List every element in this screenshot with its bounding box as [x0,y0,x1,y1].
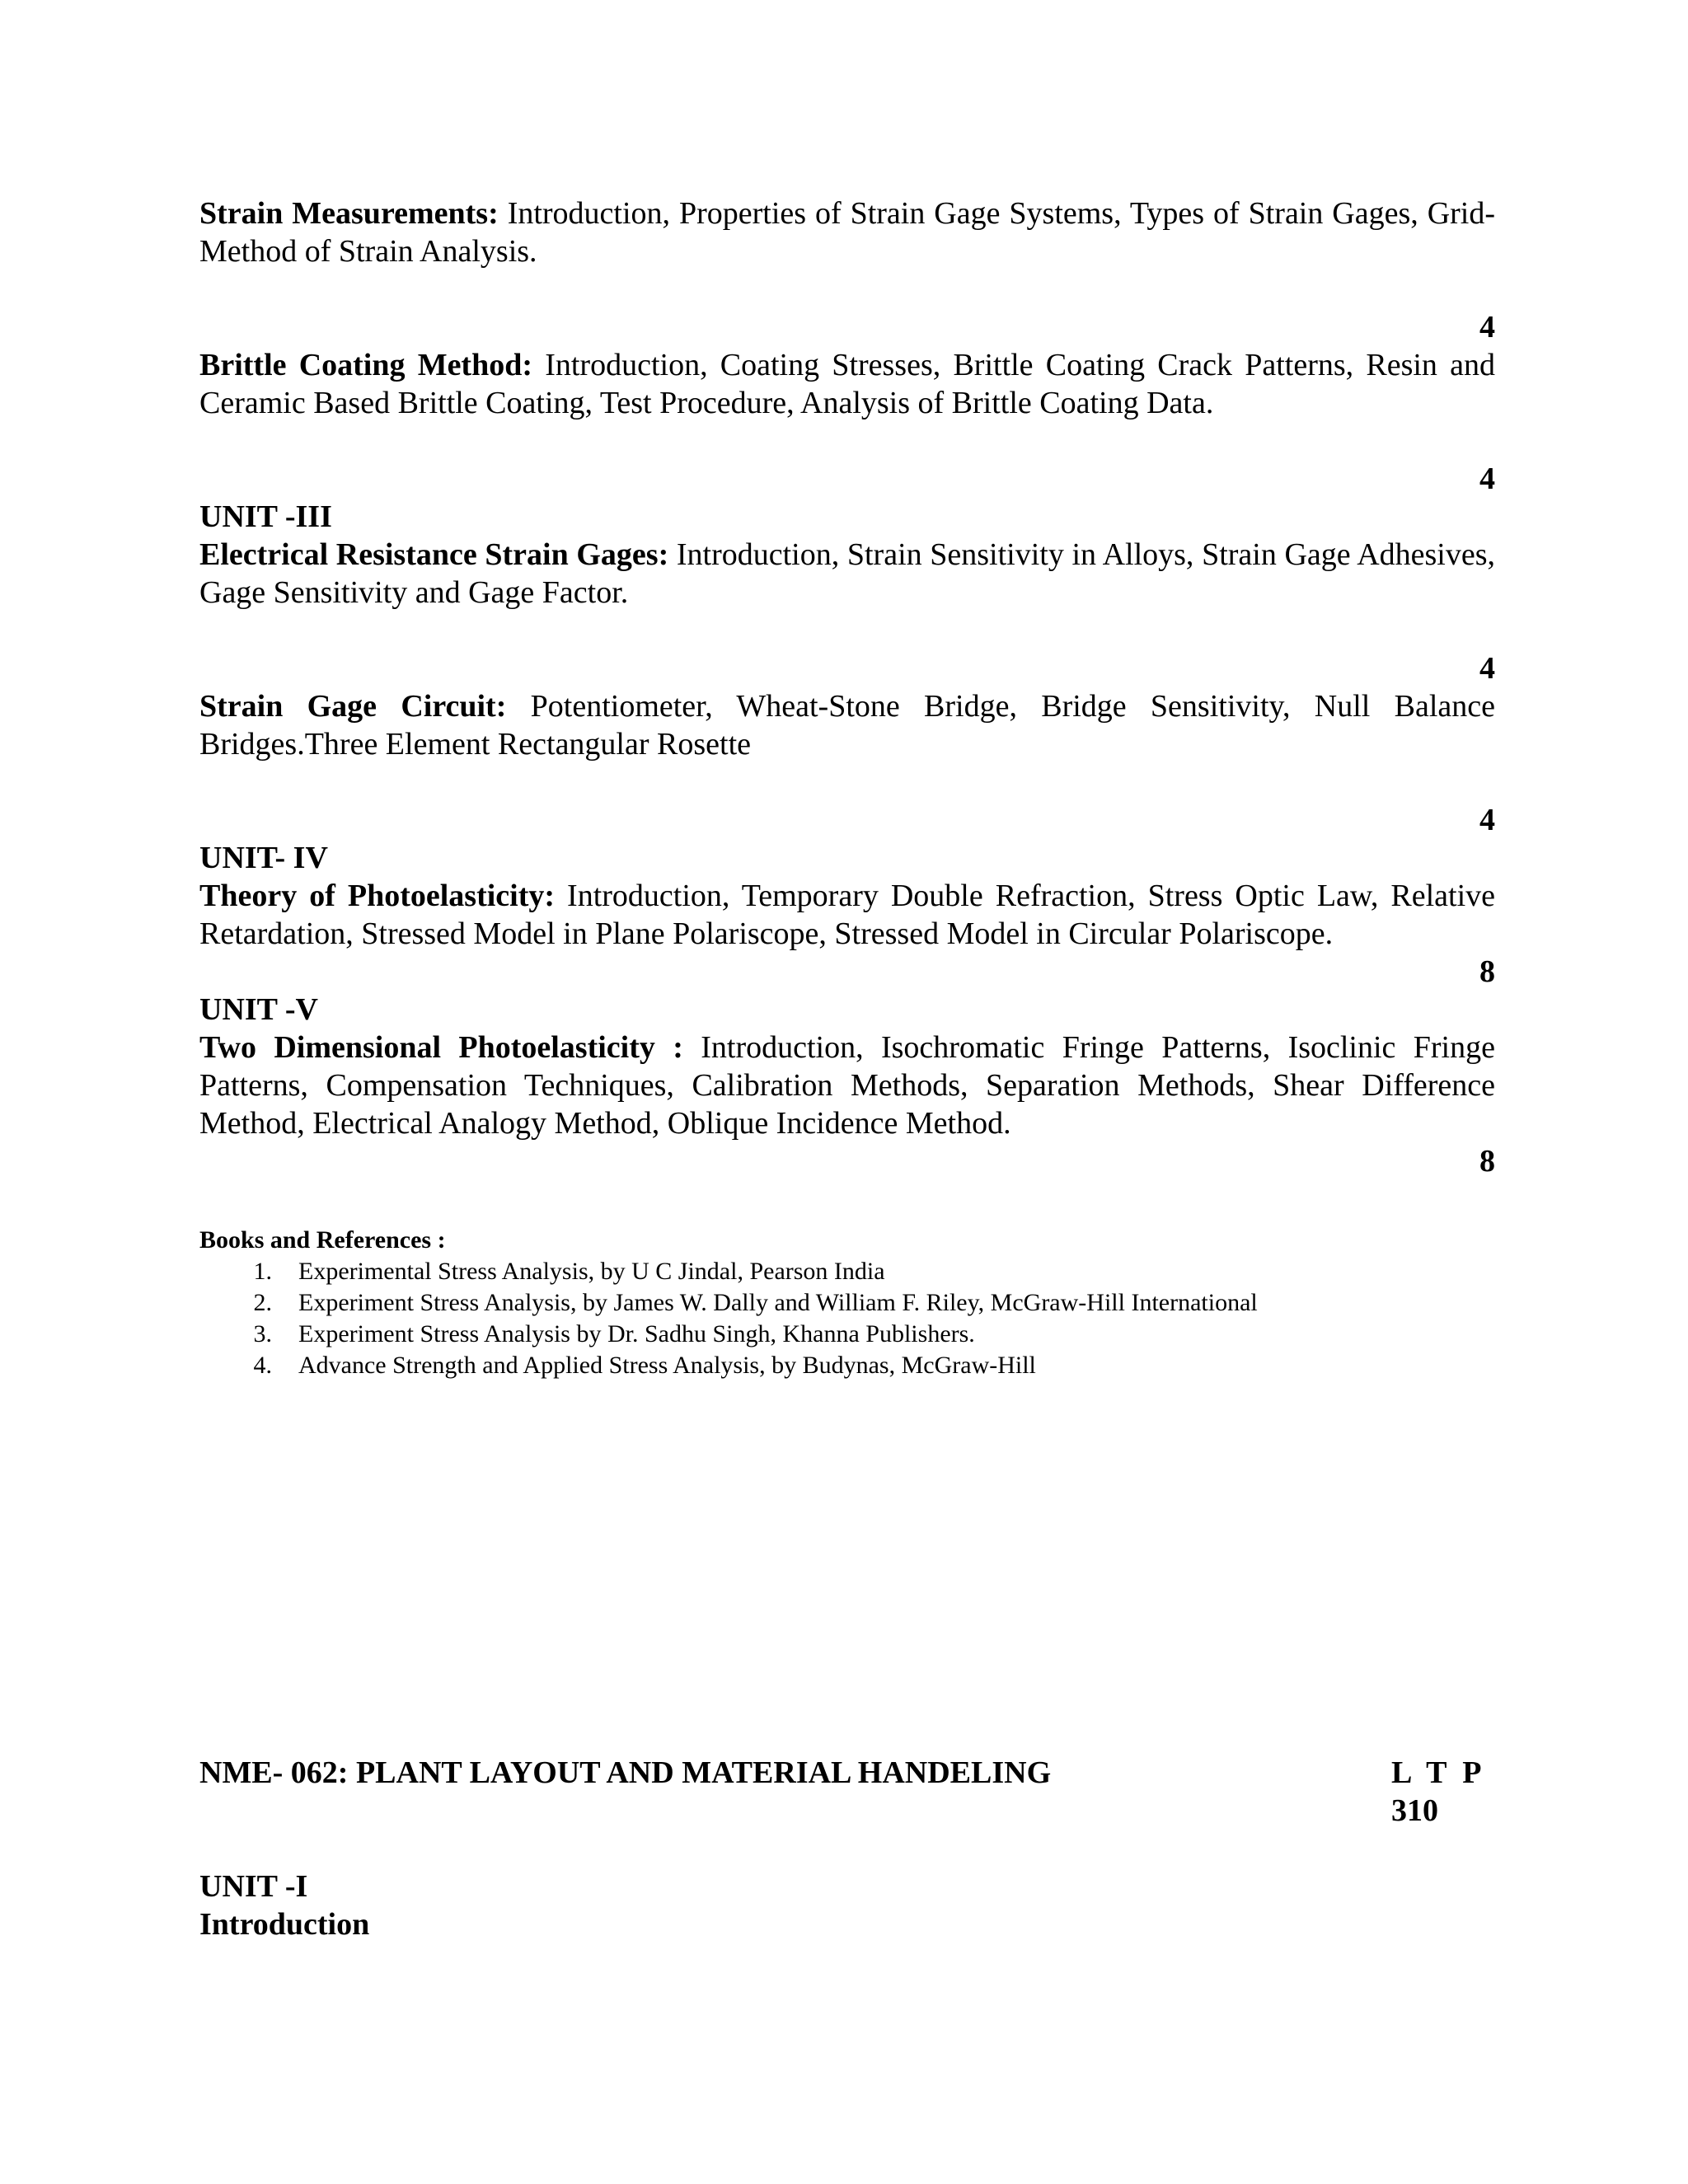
list-item [199,1256,1495,1287]
section-body: Introduction, Strain Sensitivity in Alloys, Strain Gage Adhesives, Gage Sensitivity and Gage Factor. [199,537,1496,610]
reference-text: Experiment Stress Analysis, by James W. Dally and William F. Riley, McGraw-Hill International [298,1289,1258,1316]
references-list [199,1256,1495,1381]
section-title: Two Dimensional Photoelasticity : [199,1030,683,1065]
section-title: Theory of Photoelasticity: [199,879,556,913]
hours-label: 4 [1479,462,1495,496]
course-header [199,1754,1495,1943]
reference-text: Advance Strength and Applied Stress Analysis, by Budynas, McGraw-Hill [298,1352,1036,1379]
section-strain-measurements [199,194,1495,270]
section-body: Introduction, Temporary Double Refraction, Stress Optic Law, Relative Retardation, Stressed Model in Plane Polariscope, Stressed Model in Circular Polariscope. [199,879,1495,951]
list-number: 2. [253,1289,272,1316]
hours-label: 4 [1479,651,1495,686]
unit-heading: UNIT -I [199,1869,308,1904]
section-photoelasticity-theory [199,877,1495,953]
section-brittle-coating [199,346,1495,422]
unit-heading: UNIT -V [199,992,318,1027]
section-body: Introduction, Isochromatic Fringe Patterns, Isoclinic Fringe Patterns, Compensation Techniques, Calibration Methods, Separation Methods, Shear Difference Method, Electrical Analogy Method, Oblique Incidence Method. [199,1030,1495,1141]
syllabus-content [199,194,1495,1381]
list-item [199,1350,1495,1381]
hours-label: 8 [1479,954,1495,989]
topic-title: Introduction [199,1907,370,1942]
ltp-label: L T P [1391,1755,1482,1790]
section-two-dimensional-photoelasticity [199,1029,1495,1142]
section-strain-gage-circuit [199,687,1495,763]
section-body: Introduction, Properties of Strain Gage Systems, Types of Strain Gages, Grid- Method of Strain Analysis. [199,196,1496,269]
references [199,1225,1495,1381]
list-item [199,1287,1495,1319]
list-number: 3. [253,1320,272,1347]
section-electrical-resistance [199,536,1495,612]
section-title: Electrical Resistance Strain Gages: [199,537,669,572]
unit-heading: UNIT -III [199,499,332,534]
references-title: Books and References : [199,1226,446,1254]
hours-label: 4 [1479,803,1495,837]
course-title: NME- 062: PLANT LAYOUT AND MATERIAL HANDELING [199,1755,1052,1790]
hours-label: 8 [1479,1144,1495,1179]
list-item [199,1319,1495,1350]
section-title: Brittle Coating Method: [199,348,533,382]
hours-label: 4 [1479,310,1495,344]
list-number: 4. [253,1352,272,1379]
reference-text: Experimental Stress Analysis, by U C Jindal, Pearson India [298,1258,885,1285]
section-body: Potentiometer, Wheat-Stone Bridge, Bridge Sensitivity, Null Balance Bridges.Three Element Rectangular Rosette [199,689,1495,762]
ltp-values: 310 [1391,1793,1438,1828]
section-title: Strain Gage Circuit: [199,689,507,724]
unit-heading: UNIT- IV [199,841,328,875]
list-number: 1. [253,1258,272,1285]
reference-text: Experiment Stress Analysis by Dr. Sadhu Singh, Khanna Publishers. [298,1320,975,1347]
section-body: Introduction, Coating Stresses, Brittle Coating Crack Patterns, Resin and Ceramic Based Brittle Coating, Test Procedure, Analysis of Brittle Coating Data. [199,348,1495,420]
section-title: Strain Measurements: [199,196,499,231]
